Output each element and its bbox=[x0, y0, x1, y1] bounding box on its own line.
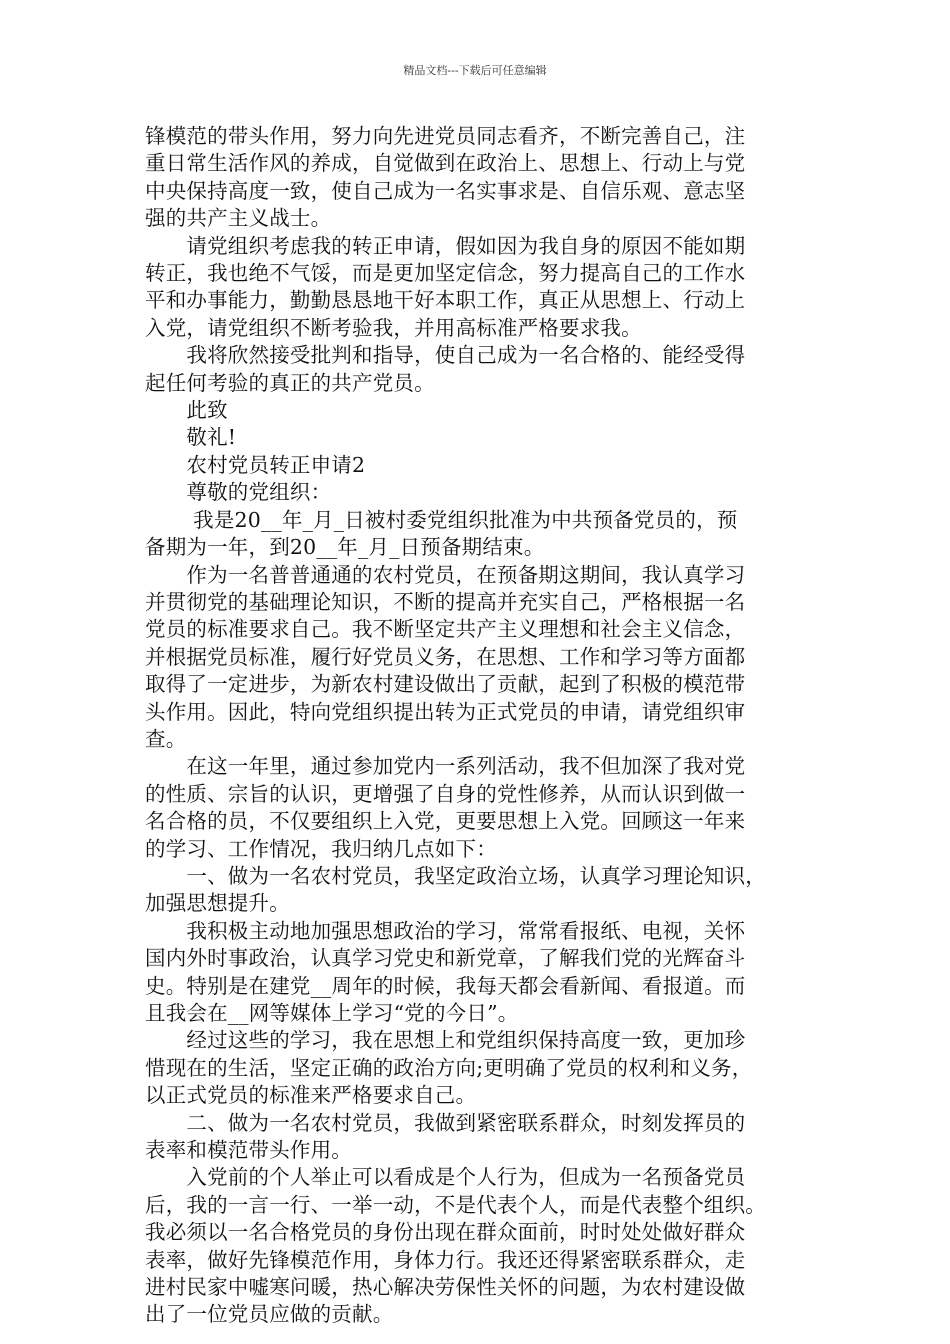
text-line: 进村民家中嘘寒问暖，热心解决劳保性关怀的问题，为农村建设做 bbox=[145, 1275, 746, 1300]
text-line: 一、做为一名农村党员，我坚定政治立场，认真学习理论知识， bbox=[145, 863, 766, 888]
text-line: 中央保持高度一致，使自己成为一名实事求是、自信乐观、意志坚 bbox=[145, 178, 746, 203]
text-line: 二、做为一名农村党员，我做到紧密联系群众，时刻发挥员的 bbox=[145, 1110, 746, 1135]
document-body bbox=[145, 123, 810, 1329]
text-line: 重日常生活作风的养成，自觉做到在政治上、思想上、行动上与党 bbox=[145, 151, 746, 176]
text-line: 的学习、工作情况，我归纳几点如下： bbox=[145, 836, 497, 861]
text-line: 强的共产主义战士。 bbox=[145, 206, 332, 231]
text-line: 入党，请党组织不断考验我，并用高标准严格要求我。 bbox=[145, 315, 642, 340]
text-line: 我将欣然接受批判和指导，使自己成为一名合格的、能经受得 bbox=[145, 343, 746, 368]
text-line: 尊敬的党组织： bbox=[145, 480, 332, 505]
text-line: 起任何考验的真正的共产党员。 bbox=[145, 370, 435, 395]
text-line: 以正式党员的标准来严格要求自己。 bbox=[145, 1083, 477, 1108]
text-line: 敬礼! bbox=[145, 425, 237, 450]
text-line: 名合格的员，不仅要组织上入党，更要思想上入党。回顾这一年来 bbox=[145, 809, 746, 834]
text-line: 在这一年里，通过参加党内一系列活动，我不但加深了我对党 bbox=[145, 754, 746, 779]
text-line: 请党组织考虑我的转正申请，假如因为我自身的原因不能如期 bbox=[145, 233, 746, 258]
text-line: 作为一名普普通通的农村党员，在预备期这期间，我认真学习 bbox=[145, 562, 746, 587]
text-line: 后，我的一言一行、一举一动，不是代表个人，而是代表整个组织。 bbox=[145, 1192, 766, 1217]
text-line: 入党前的个人举止可以看成是个人行为，但成为一名预备党员 bbox=[145, 1165, 746, 1190]
text-line: 出了一位党员应做的贡献。 bbox=[145, 1302, 394, 1327]
text-line: 农村党员转正申请2 bbox=[145, 452, 366, 477]
text-line: 我积极主动地加强思想政治的学习，常常看报纸、电视，关怀 bbox=[145, 918, 746, 943]
text-line: 史。特别是在建党__周年的时候，我每天都会看新闻、看报道。而 bbox=[145, 973, 746, 998]
text-line: 且我会在__网等媒体上学习“党的今日”。 bbox=[145, 1001, 519, 1025]
text-line: 的性质、宗旨的认识，更增强了自身的党性修养，从而认识到做一 bbox=[145, 781, 746, 806]
text-line: 表率和模范带头作用。 bbox=[145, 1138, 352, 1163]
text-line: 经过这些的学习，我在思想上和党组织保持高度一致，更加珍 bbox=[145, 1028, 746, 1053]
text-line: 此致 bbox=[145, 398, 228, 423]
text-line: 国内外时事政治，认真学习党史和新党章，了解我们党的光辉奋斗 bbox=[145, 946, 746, 971]
text-line: 表率，做好先锋模范作用，身体力行。我还还得紧密联系群众，走 bbox=[145, 1247, 746, 1272]
text-line: 取得了一定进步，为新农村建设做出了贡献，起到了积极的模范带 bbox=[145, 672, 746, 697]
text-line: 加强思想提升。 bbox=[145, 891, 290, 916]
text-line: 惜现在的生活，坚定正确的政治方向;更明确了党员的权利和义务， bbox=[145, 1055, 753, 1080]
text-line: 并根据党员标准，履行好党员义务，在思想、工作和学习等方面都 bbox=[145, 644, 746, 669]
text-line: 党员的标准要求自己。我不断坚定共产主义理想和社会主义信念， bbox=[145, 617, 746, 642]
text-line: 平和办事能力，勤勤恳恳地干好本职工作，真正从思想上、行动上 bbox=[145, 288, 746, 313]
text-line: 头作用。因此，特向党组织提出转为正式党员的申请，请党组织审 bbox=[145, 699, 746, 724]
text-line: 并贯彻党的基础理论知识，不断的提高并充实自己，严格根据一名 bbox=[145, 589, 746, 614]
text-line: 转正，我也绝不气馁，而是更加坚定信念，努力提高自己的工作水 bbox=[145, 261, 746, 286]
text-line: 备期为一年，到20__年_月_日预备期结束。 bbox=[145, 535, 545, 560]
page-header: 精品文档---下载后可任意编辑 bbox=[403, 64, 547, 77]
text-line: 我必须以一名合格党员的身份出现在群众面前，时时处处做好群众 bbox=[145, 1220, 746, 1245]
text-line: 我是20__年_月_日被村委党组织批准为中共预备党员的，预 bbox=[145, 507, 738, 532]
text-line: 锋模范的带头作用，努力向先进党员同志看齐，不断完善自己，注 bbox=[145, 124, 746, 148]
text-line: 查。 bbox=[145, 726, 187, 751]
